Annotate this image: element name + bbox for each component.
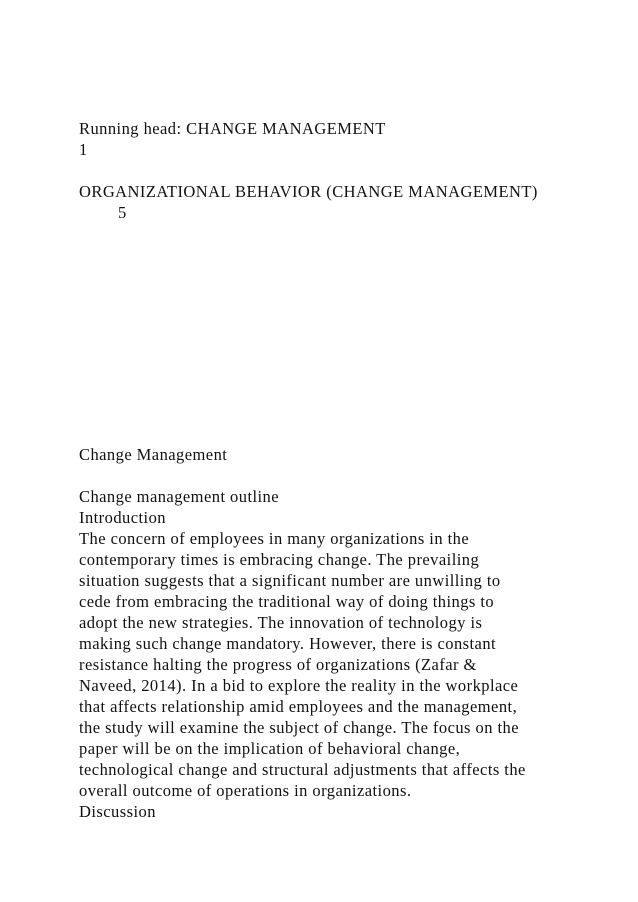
page-number-first: 1 bbox=[79, 140, 88, 159]
intro-line: Naveed, 2014). In a bid to explore the reality in the workplace bbox=[79, 676, 519, 695]
intro-line: situation suggests that a significant number are unwilling to bbox=[79, 571, 501, 590]
intro-heading: Introduction bbox=[79, 508, 166, 527]
discussion-heading: Discussion bbox=[79, 802, 156, 821]
section-heading: Change Management bbox=[79, 445, 228, 464]
document-title: ORGANIZATIONAL BEHAVIOR (CHANGE MANAGEMENT) bbox=[79, 182, 538, 201]
intro-line: resistance halting the progress of organizations (Zafar & bbox=[79, 655, 477, 674]
intro-line: overall outcome of operations in organizations. bbox=[79, 781, 412, 800]
intro-line: that affects relationship amid employees and the management, bbox=[79, 697, 518, 716]
outline-title: Change management outline bbox=[79, 487, 280, 506]
intro-line: paper will be on the implication of behavioral change, bbox=[79, 739, 461, 758]
intro-line: cede from embracing the traditional way of doing things to bbox=[79, 592, 495, 611]
intro-line: adopt the new strategies. The innovation of technology is bbox=[79, 613, 483, 632]
running-head: Running head: CHANGE MANAGEMENT bbox=[79, 119, 386, 138]
page-number-second: 5 bbox=[118, 203, 127, 222]
intro-line: contemporary times is embracing change. The prevailing bbox=[79, 550, 480, 569]
intro-line: making such change mandatory. However, there is constant bbox=[79, 634, 497, 653]
intro-line: The concern of employees in many organizations in the bbox=[79, 529, 470, 548]
intro-line: technological change and structural adjustments that affects the bbox=[79, 760, 526, 779]
intro-line: the study will examine the subject of change. The focus on the bbox=[79, 718, 519, 737]
